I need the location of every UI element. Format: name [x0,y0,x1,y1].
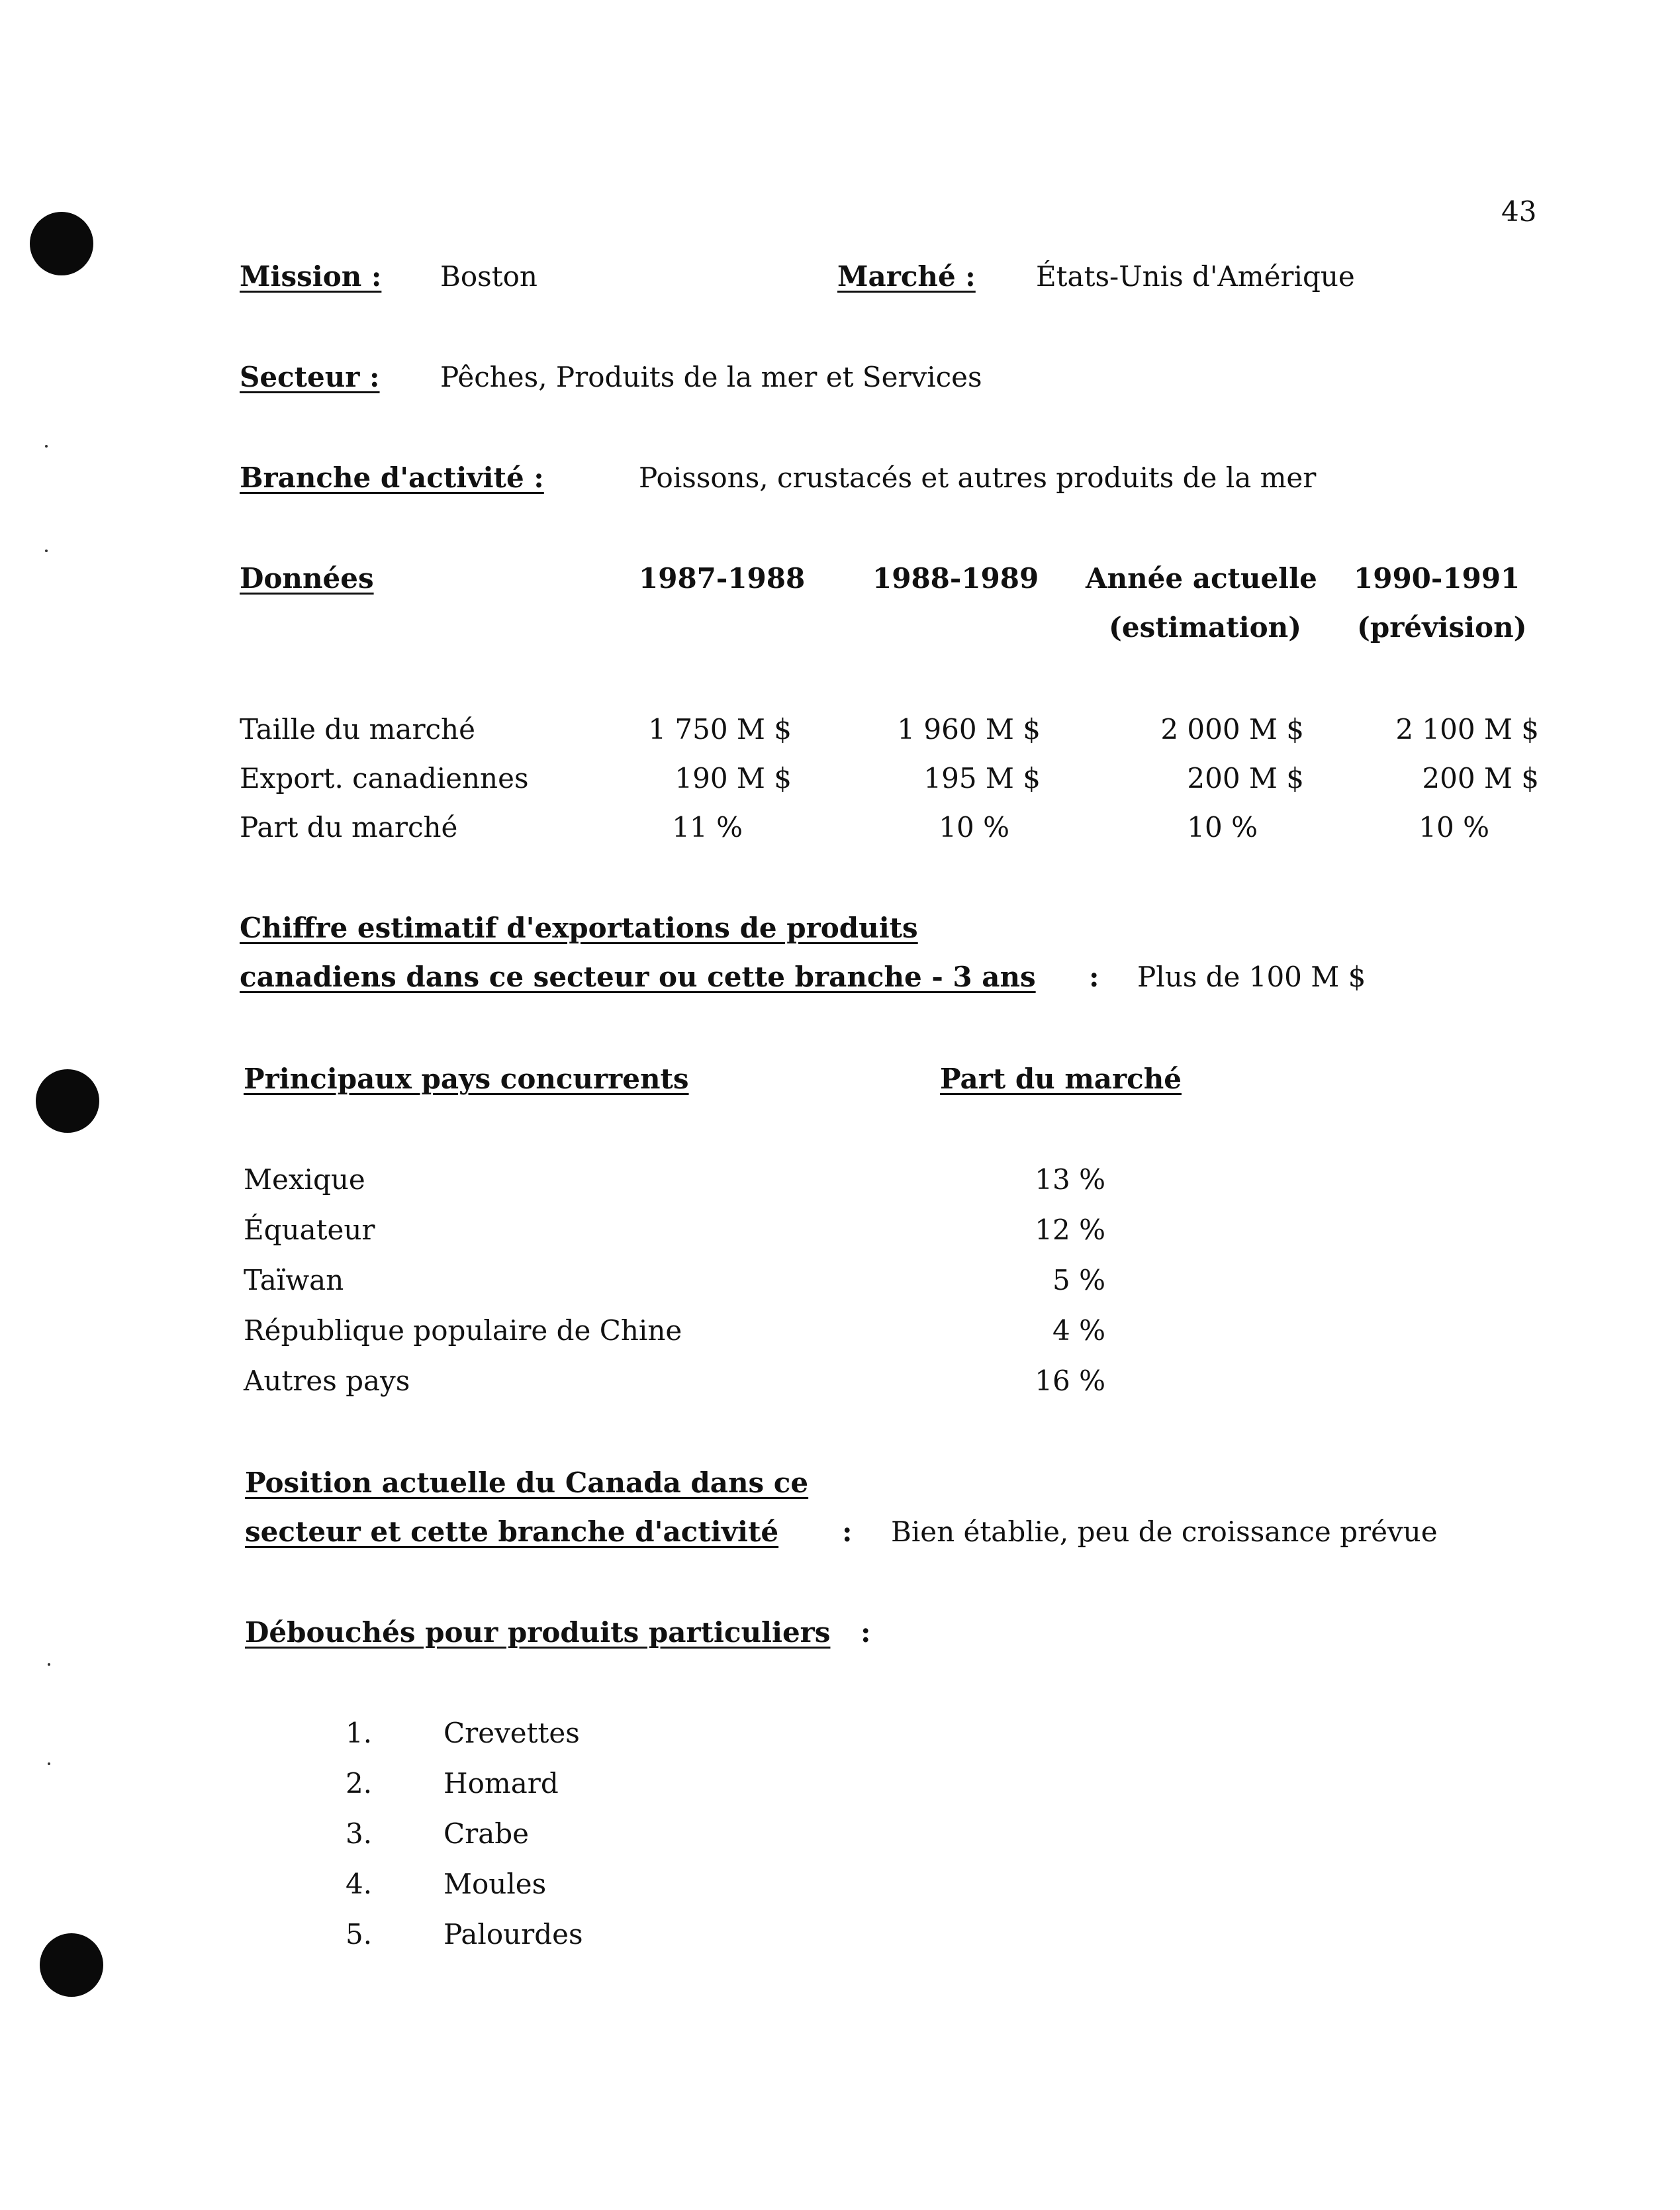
page-number: 43 [1501,195,1537,228]
scan-speck [48,1762,50,1765]
column-header: 1987-1988 [639,562,806,595]
debouches-colon: : [861,1616,871,1649]
list-item: Palourdes [443,1918,583,1950]
country-share: 5 % [1052,1264,1105,1296]
donnees-label: Données [240,562,374,595]
position-value: Bien établie, peu de croissance prévue [891,1515,1438,1548]
branche-label: Branche d'activité : [240,461,544,494]
table-cell: 2 100 M $ [1395,713,1539,745]
scan-speck [45,445,48,448]
list-item-number: 3. [346,1817,373,1850]
list-item-number: 2. [346,1767,373,1800]
list-item-number: 5. [346,1918,373,1950]
position-colon: : [842,1515,853,1548]
table-cell: 10 % [1419,811,1489,843]
debouches-heading: Débouchés pour produits particuliers [245,1616,831,1649]
country-name: Équateur [244,1214,375,1246]
chiffre-value: Plus de 100 M $ [1137,961,1366,993]
table-cell: 10 % [1187,811,1258,843]
branche-value: Poissons, crustacés et autres produits de la mer [639,461,1317,494]
country-share: 13 % [1035,1163,1105,1196]
column-header: 1988-1989 [872,562,1039,595]
scan-speck [48,1663,50,1666]
country-name: Autres pays [244,1365,410,1397]
country-share: 4 % [1052,1314,1105,1347]
table-cell: 200 M $ [1187,762,1304,794]
row-label: Part du marché [240,811,458,843]
chiffre-heading-line1: Chiffre estimatif d'exportations de produits [240,912,918,944]
binder-hole-top [30,212,93,275]
list-item: Homard [443,1767,559,1800]
table-cell: 195 M $ [923,762,1041,794]
table-cell: 2 000 M $ [1160,713,1304,745]
position-heading-line1: Position actuelle du Canada dans ce [245,1466,809,1499]
country-share: 12 % [1035,1214,1105,1246]
chiffre-heading-line2: canadiens dans ce secteur ou cette branche - 3 ans [240,961,1036,993]
country-name: Mexique [244,1163,365,1196]
concurrents-header-right: Part du marché [940,1063,1182,1095]
table-cell: 190 M $ [675,762,792,794]
column-header-subtitle: (estimation) [1109,611,1302,644]
list-item-number: 4. [346,1868,373,1900]
binder-hole-bottom [40,1933,103,1997]
secteur-value: Pêches, Produits de la mer et Services [440,361,982,393]
list-item-number: 1. [346,1717,373,1749]
binder-hole-middle [36,1069,99,1133]
table-cell: 200 M $ [1422,762,1539,794]
marche-value: États-Unis d'Amérique [1036,260,1355,293]
column-header: 1990-1991 [1354,562,1520,595]
row-label: Taille du marché [240,713,475,745]
country-share: 16 % [1035,1365,1105,1397]
secteur-label: Secteur : [240,361,380,393]
table-cell: 1 960 M $ [897,713,1041,745]
chiffre-colon: : [1089,961,1099,993]
list-item: Crabe [443,1817,529,1850]
mission-value: Boston [440,260,537,293]
scan-speck [45,550,48,552]
concurrents-header-left: Principaux pays concurrents [244,1063,689,1095]
column-header: Année actuelle [1086,562,1317,595]
list-item: Moules [443,1868,547,1900]
position-heading-line2: secteur et cette branche d'activité [245,1515,779,1548]
column-header-subtitle: (prévision) [1357,611,1527,644]
table-cell: 10 % [939,811,1009,843]
table-cell: 1 750 M $ [648,713,792,745]
list-item: Crevettes [443,1717,580,1749]
marche-label: Marché : [837,260,976,293]
row-label: Export. canadiennes [240,762,529,794]
table-cell: 11 % [672,811,743,843]
mission-label: Mission : [240,260,382,293]
country-name: République populaire de Chine [244,1314,682,1347]
country-name: Taïwan [244,1264,344,1296]
